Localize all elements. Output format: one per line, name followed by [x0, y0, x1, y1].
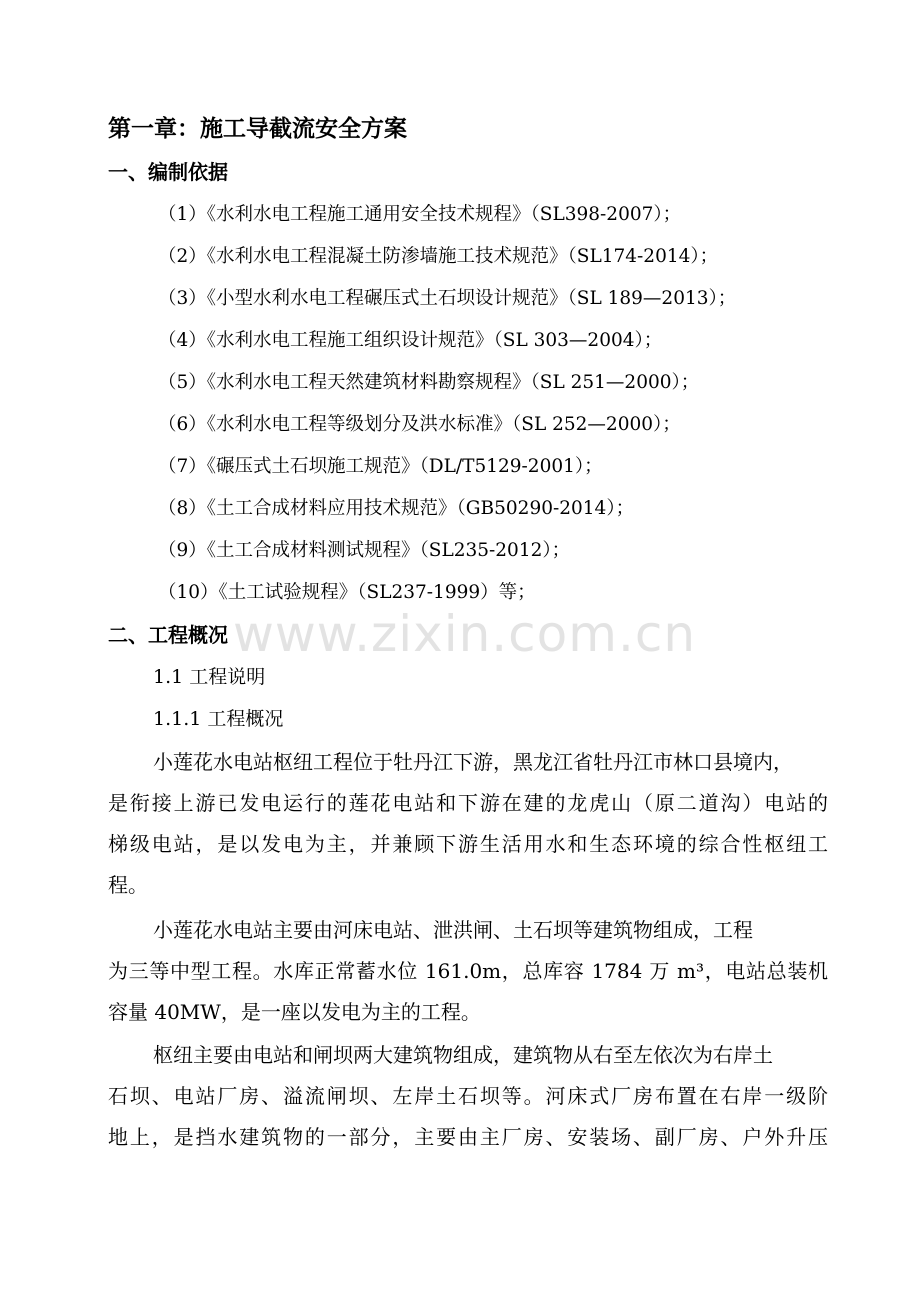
subsection-title: 1.1.1 工程概况 — [153, 708, 284, 730]
section-title-overview: 二、工程概况 — [108, 623, 228, 647]
paragraph-line: 是衔接上游已发电运行的莲花电站和下游在建的龙虎山（原二道沟）电站的 — [108, 791, 828, 815]
reference-item: （8）《土工合成材料应用技术规范》（GB50290-2014）； — [158, 498, 635, 519]
reference-item: （2）《水利水电工程混凝土防渗墙施工技术规范》（SL174-2014）； — [158, 246, 719, 267]
reference-item: （9）《土工合成材料测试规程》（SL235-2012）； — [158, 540, 571, 561]
paragraph-line: 小莲花水电站枢纽工程位于牡丹江下游，黑龙江省牡丹江市林口县境内， — [153, 750, 793, 774]
reference-item: （6）《水利水电工程等级划分及洪水标准》（SL 252—2000）； — [158, 414, 681, 435]
paragraph-line: 为三等中型工程。水库正常蓄水位 161.0m，总库容 1784 万 m³，电站总装机 — [108, 959, 828, 983]
paragraph-line: 小莲花水电站主要由河床电站、泄洪闸、土石坝等建筑物组成，工程 — [153, 918, 753, 942]
section-title-basis: 一、编制依据 — [108, 160, 228, 184]
watermark: www.zixin.com.cn — [233, 605, 697, 663]
paragraph-line: 程。 — [108, 873, 148, 897]
paragraph-line: 枢纽主要由电站和闸坝两大建筑物组成，建筑物从右至左依次为右岸土 — [153, 1043, 773, 1067]
paragraph-line: 石坝、电站厂房、溢流闸坝、左岸土石坝等。河床式厂房布置在右岸一级阶 — [108, 1084, 828, 1108]
reference-item: （4）《水利水电工程施工组织设计规范》（SL 303—2004）； — [158, 330, 663, 351]
subsection-title: 1.1 工程说明 — [153, 666, 266, 688]
paragraph-line: 梯级电站，是以发电为主，并兼顾下游生活用水和生态环境的综合性枢纽工 — [108, 832, 828, 856]
chapter-title: 第一章：施工导截流安全方案 — [108, 115, 407, 142]
paragraph-line: 地上，是挡水建筑物的一部分，主要由主厂房、安装场、副厂房、户外升压 — [108, 1125, 828, 1149]
reference-item: （5）《水利水电工程天然建筑材料勘察规程》（SL 251—2000）； — [158, 372, 700, 393]
reference-item: （3）《小型水利水电工程碾压式土石坝设计规范》（SL 189—2013）； — [158, 288, 737, 309]
paragraph-line: 容量 40MW，是一座以发电为主的工程。 — [108, 1000, 481, 1024]
reference-item: （10）《土工试验规程》（SL237-1999）等； — [158, 582, 536, 603]
reference-item: （7）《碾压式土石坝施工规范》（DL/T5129-2001）； — [158, 456, 603, 477]
reference-item: （1）《水利水电工程施工通用安全技术规程》（SL398-2007）； — [158, 204, 682, 225]
